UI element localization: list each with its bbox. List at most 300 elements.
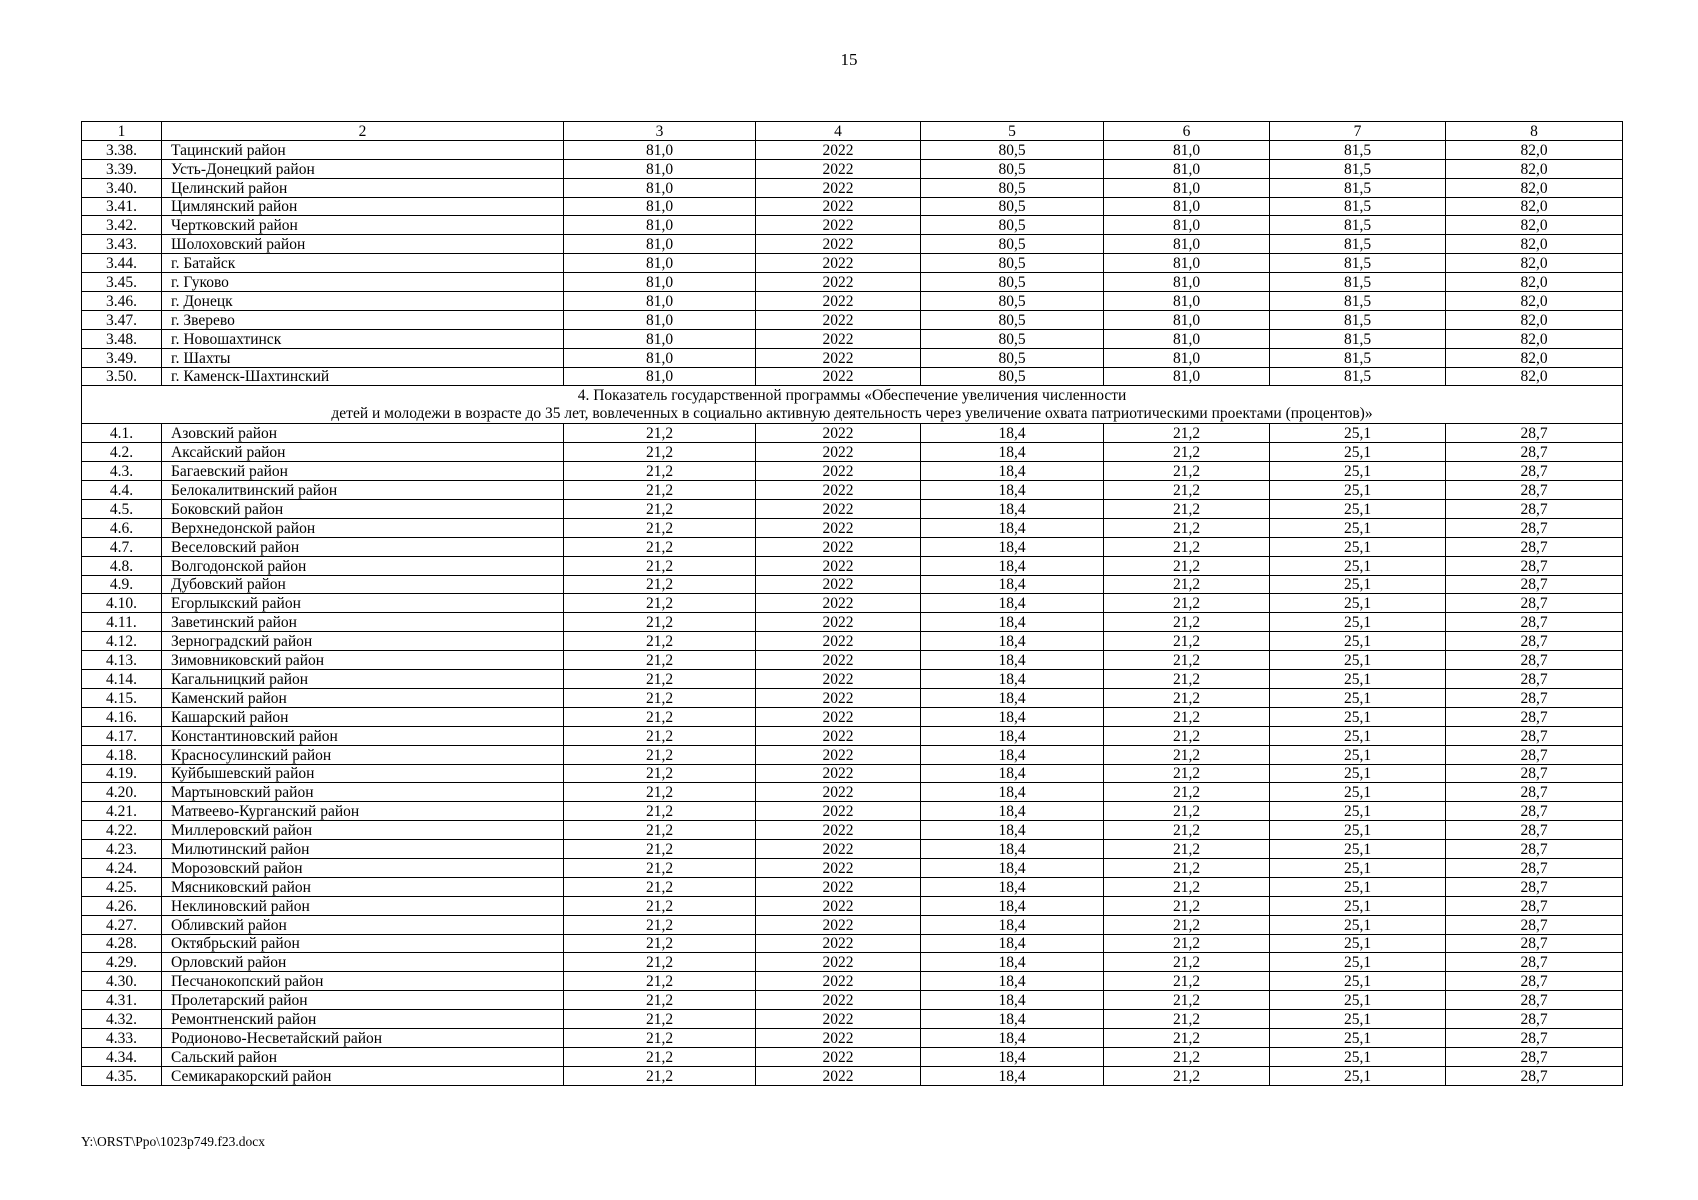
table-row — [82, 1028, 1623, 1047]
value-cell: 2022 — [756, 953, 921, 972]
value-cell: 28,7 — [1446, 500, 1623, 519]
territory-name-cell: Мясниковский район — [162, 877, 564, 896]
value-cell: 25,1 — [1270, 877, 1446, 896]
table-row — [82, 877, 1623, 896]
table-row — [82, 802, 1623, 821]
value-cell: 25,1 — [1270, 764, 1446, 783]
value-cell: 28,7 — [1446, 518, 1623, 537]
value-cell: 25,1 — [1270, 651, 1446, 670]
value-cell: 18,4 — [921, 424, 1104, 443]
territory-name-cell: Заветинский район — [162, 613, 564, 632]
territory-name-cell: Усть-Донецкий район — [162, 159, 564, 178]
value-cell: 18,4 — [921, 518, 1104, 537]
value-cell: 18,4 — [921, 594, 1104, 613]
table-row — [82, 481, 1623, 500]
value-cell: 21,2 — [1104, 764, 1270, 783]
value-cell: 28,7 — [1446, 802, 1623, 821]
value-cell: 25,1 — [1270, 518, 1446, 537]
value-cell: 28,7 — [1446, 953, 1623, 972]
value-cell: 28,7 — [1446, 594, 1623, 613]
territory-name-cell: Неклиновский район — [162, 896, 564, 915]
value-cell: 18,4 — [921, 802, 1104, 821]
value-cell: 21,2 — [564, 613, 756, 632]
row-number-cell: 3.49. — [82, 348, 162, 367]
row-number-cell: 4.31. — [82, 991, 162, 1010]
value-cell: 18,4 — [921, 670, 1104, 689]
value-cell: 21,2 — [564, 745, 756, 764]
value-cell: 25,1 — [1270, 556, 1446, 575]
value-cell: 82,0 — [1446, 367, 1623, 386]
value-cell: 80,5 — [921, 292, 1104, 311]
table-row — [82, 915, 1623, 934]
value-cell: 81,0 — [564, 159, 756, 178]
value-cell: 18,4 — [921, 651, 1104, 670]
row-number-cell: 4.20. — [82, 783, 162, 802]
value-cell: 80,5 — [921, 273, 1104, 292]
value-cell: 82,0 — [1446, 310, 1623, 329]
table-row — [82, 462, 1623, 481]
value-cell: 2022 — [756, 783, 921, 802]
value-cell: 2022 — [756, 934, 921, 953]
value-cell: 21,2 — [564, 858, 756, 877]
value-cell: 21,2 — [1104, 707, 1270, 726]
table-row — [82, 197, 1623, 216]
territory-name-cell: Куйбышевский район — [162, 764, 564, 783]
territory-name-cell: г. Батайск — [162, 254, 564, 273]
table-row — [82, 783, 1623, 802]
section-title-row — [82, 386, 1623, 424]
value-cell: 80,5 — [921, 310, 1104, 329]
table-row — [82, 329, 1623, 348]
value-cell: 28,7 — [1446, 783, 1623, 802]
value-cell: 80,5 — [921, 329, 1104, 348]
value-cell: 82,0 — [1446, 348, 1623, 367]
value-cell: 18,4 — [921, 840, 1104, 859]
value-cell: 21,2 — [564, 1047, 756, 1066]
value-cell: 21,2 — [564, 953, 756, 972]
value-cell: 28,7 — [1446, 726, 1623, 745]
value-cell: 28,7 — [1446, 575, 1623, 594]
value-cell: 21,2 — [564, 424, 756, 443]
territory-name-cell: Каменский район — [162, 688, 564, 707]
value-cell: 81,0 — [1104, 329, 1270, 348]
value-cell: 18,4 — [921, 858, 1104, 877]
value-cell: 21,2 — [564, 1028, 756, 1047]
value-cell: 18,4 — [921, 1047, 1104, 1066]
row-number-cell: 4.27. — [82, 915, 162, 934]
value-cell: 82,0 — [1446, 329, 1623, 348]
value-cell: 21,2 — [1104, 688, 1270, 707]
value-cell: 18,4 — [921, 764, 1104, 783]
value-cell: 81,0 — [564, 140, 756, 159]
table-row — [82, 235, 1623, 254]
value-cell: 21,2 — [564, 707, 756, 726]
territory-name-cell: Родионово-Несветайский район — [162, 1028, 564, 1047]
value-cell: 81,5 — [1270, 273, 1446, 292]
value-cell: 2022 — [756, 367, 921, 386]
value-cell: 21,2 — [1104, 840, 1270, 859]
value-cell: 18,4 — [921, 1010, 1104, 1029]
value-cell: 21,2 — [564, 840, 756, 859]
value-cell: 28,7 — [1446, 632, 1623, 651]
value-cell: 81,0 — [1104, 273, 1270, 292]
row-number-cell: 3.38. — [82, 140, 162, 159]
row-number-cell: 4.11. — [82, 613, 162, 632]
value-cell: 2022 — [756, 915, 921, 934]
value-cell: 80,5 — [921, 140, 1104, 159]
table-row — [82, 1047, 1623, 1066]
value-cell: 21,2 — [564, 443, 756, 462]
row-number-cell: 4.14. — [82, 670, 162, 689]
value-cell: 21,2 — [564, 877, 756, 896]
value-cell: 28,7 — [1446, 443, 1623, 462]
value-cell: 28,7 — [1446, 1047, 1623, 1066]
territory-name-cell: Чертковский район — [162, 216, 564, 235]
value-cell: 25,1 — [1270, 821, 1446, 840]
value-cell: 21,2 — [1104, 991, 1270, 1010]
value-cell: 82,0 — [1446, 178, 1623, 197]
row-number-cell: 4.16. — [82, 707, 162, 726]
value-cell: 21,2 — [564, 462, 756, 481]
value-cell: 25,1 — [1270, 462, 1446, 481]
value-cell: 2022 — [756, 840, 921, 859]
territory-name-cell: Сальский район — [162, 1047, 564, 1066]
value-cell: 2022 — [756, 991, 921, 1010]
row-number-cell: 4.15. — [82, 688, 162, 707]
value-cell: 81,5 — [1270, 367, 1446, 386]
value-cell: 21,2 — [1104, 1028, 1270, 1047]
value-cell: 21,2 — [1104, 575, 1270, 594]
table-row — [82, 972, 1623, 991]
value-cell: 2022 — [756, 613, 921, 632]
header-cell: 5 — [921, 122, 1104, 141]
value-cell: 82,0 — [1446, 292, 1623, 311]
value-cell: 28,7 — [1446, 934, 1623, 953]
value-cell: 21,2 — [564, 783, 756, 802]
value-cell: 21,2 — [1104, 537, 1270, 556]
value-cell: 25,1 — [1270, 745, 1446, 764]
value-cell: 21,2 — [1104, 953, 1270, 972]
value-cell: 21,2 — [564, 518, 756, 537]
header-cell: 8 — [1446, 122, 1623, 141]
value-cell: 18,4 — [921, 877, 1104, 896]
row-number-cell: 3.48. — [82, 329, 162, 348]
territory-name-cell: Пролетарский район — [162, 991, 564, 1010]
value-cell: 21,2 — [1104, 821, 1270, 840]
territory-name-cell: Обливский район — [162, 915, 564, 934]
value-cell: 21,2 — [1104, 556, 1270, 575]
value-cell: 18,4 — [921, 896, 1104, 915]
value-cell: 80,5 — [921, 178, 1104, 197]
territory-name-cell: Егорлыкский район — [162, 594, 564, 613]
value-cell: 18,4 — [921, 726, 1104, 745]
value-cell: 80,5 — [921, 235, 1104, 254]
value-cell: 21,2 — [1104, 518, 1270, 537]
value-cell: 28,7 — [1446, 821, 1623, 840]
value-cell: 28,7 — [1446, 972, 1623, 991]
territory-name-cell: г. Новошахтинск — [162, 329, 564, 348]
row-number-cell: 4.26. — [82, 896, 162, 915]
value-cell: 80,5 — [921, 216, 1104, 235]
territory-name-cell: Багаевский район — [162, 462, 564, 481]
value-cell: 81,0 — [564, 329, 756, 348]
territory-name-cell: г. Шахты — [162, 348, 564, 367]
value-cell: 21,2 — [1104, 877, 1270, 896]
row-number-cell: 4.24. — [82, 858, 162, 877]
value-cell: 81,5 — [1270, 216, 1446, 235]
row-number-cell: 4.18. — [82, 745, 162, 764]
value-cell: 18,4 — [921, 1028, 1104, 1047]
value-cell: 18,4 — [921, 443, 1104, 462]
header-cell: 1 — [82, 122, 162, 141]
row-number-cell: 4.4. — [82, 481, 162, 500]
value-cell: 81,5 — [1270, 159, 1446, 178]
value-cell: 21,2 — [564, 821, 756, 840]
value-cell: 82,0 — [1446, 216, 1623, 235]
header-cell: 2 — [162, 122, 564, 141]
value-cell: 21,2 — [564, 896, 756, 915]
value-cell: 2022 — [756, 556, 921, 575]
value-cell: 21,2 — [1104, 462, 1270, 481]
value-cell: 2022 — [756, 462, 921, 481]
value-cell: 2022 — [756, 518, 921, 537]
table-row — [82, 651, 1623, 670]
value-cell: 2022 — [756, 273, 921, 292]
value-cell: 18,4 — [921, 953, 1104, 972]
territory-name-cell: Шолоховский район — [162, 235, 564, 254]
row-number-cell: 4.10. — [82, 594, 162, 613]
row-number-cell: 4.35. — [82, 1066, 162, 1085]
value-cell: 25,1 — [1270, 613, 1446, 632]
value-cell: 25,1 — [1270, 726, 1446, 745]
value-cell: 21,2 — [564, 972, 756, 991]
value-cell: 21,2 — [564, 575, 756, 594]
value-cell: 28,7 — [1446, 1010, 1623, 1029]
value-cell: 2022 — [756, 254, 921, 273]
value-cell: 18,4 — [921, 688, 1104, 707]
value-cell: 25,1 — [1270, 934, 1446, 953]
page-number: 15 — [840, 50, 858, 69]
value-cell: 21,2 — [564, 632, 756, 651]
value-cell: 2022 — [756, 329, 921, 348]
value-cell: 21,2 — [1104, 858, 1270, 877]
row-number-cell: 4.9. — [82, 575, 162, 594]
header-cell: 4 — [756, 122, 921, 141]
value-cell: 81,0 — [1104, 159, 1270, 178]
section-title-line-1: 4. Показатель государственной программы «Обеспечение увеличения численности — [577, 386, 1127, 404]
value-cell: 2022 — [756, 858, 921, 877]
table-row — [82, 159, 1623, 178]
territory-name-cell: Тацинский район — [162, 140, 564, 159]
table-body — [82, 122, 1623, 1086]
territory-name-cell: Белокалитвинский район — [162, 481, 564, 500]
row-number-cell: 4.33. — [82, 1028, 162, 1047]
table-row — [82, 292, 1623, 311]
table-row — [82, 424, 1623, 443]
value-cell: 2022 — [756, 216, 921, 235]
row-number-cell: 3.45. — [82, 273, 162, 292]
row-number-cell: 4.17. — [82, 726, 162, 745]
value-cell: 28,7 — [1446, 556, 1623, 575]
territory-name-cell: Константиновский район — [162, 726, 564, 745]
value-cell: 81,0 — [1104, 235, 1270, 254]
table-row — [82, 858, 1623, 877]
row-number-cell: 4.5. — [82, 500, 162, 519]
value-cell: 25,1 — [1270, 1010, 1446, 1029]
value-cell: 82,0 — [1446, 273, 1623, 292]
value-cell: 25,1 — [1270, 594, 1446, 613]
footer-file-path: Y:\ORST\Ppo\1023p749.f23.docx — [81, 1134, 266, 1149]
table-row — [82, 367, 1623, 386]
value-cell: 18,4 — [921, 934, 1104, 953]
value-cell: 81,5 — [1270, 310, 1446, 329]
value-cell: 28,7 — [1446, 707, 1623, 726]
value-cell: 28,7 — [1446, 1028, 1623, 1047]
value-cell: 2022 — [756, 1066, 921, 1085]
territory-name-cell: Волгодонской район — [162, 556, 564, 575]
value-cell: 28,7 — [1446, 462, 1623, 481]
value-cell: 2022 — [756, 764, 921, 783]
value-cell: 2022 — [756, 348, 921, 367]
value-cell: 81,0 — [1104, 292, 1270, 311]
value-cell: 2022 — [756, 292, 921, 311]
row-number-cell: 4.32. — [82, 1010, 162, 1029]
value-cell: 82,0 — [1446, 197, 1623, 216]
row-number-cell: 3.43. — [82, 235, 162, 254]
value-cell: 81,0 — [1104, 140, 1270, 159]
table-row — [82, 632, 1623, 651]
row-number-cell: 4.6. — [82, 518, 162, 537]
value-cell: 21,2 — [564, 1010, 756, 1029]
value-cell: 2022 — [756, 537, 921, 556]
value-cell: 2022 — [756, 802, 921, 821]
value-cell: 21,2 — [564, 670, 756, 689]
table-row — [82, 140, 1623, 159]
value-cell: 2022 — [756, 424, 921, 443]
table-row — [82, 575, 1623, 594]
table-row — [82, 745, 1623, 764]
value-cell: 25,1 — [1270, 670, 1446, 689]
value-cell: 81,0 — [564, 310, 756, 329]
section-title-line-2: детей и молодежи в возрасте до 35 лет, вовлеченных в социально активную деятельность через увеличение охвата патриотическими проектами (процентов)» — [331, 404, 1373, 422]
value-cell: 21,2 — [564, 594, 756, 613]
territory-name-cell: Зимовниковский район — [162, 651, 564, 670]
value-cell: 82,0 — [1446, 254, 1623, 273]
value-cell: 80,5 — [921, 159, 1104, 178]
value-cell: 81,5 — [1270, 140, 1446, 159]
value-cell: 28,7 — [1446, 424, 1623, 443]
value-cell: 81,5 — [1270, 329, 1446, 348]
row-number-cell: 3.40. — [82, 178, 162, 197]
value-cell: 18,4 — [921, 821, 1104, 840]
value-cell: 25,1 — [1270, 500, 1446, 519]
value-cell: 21,2 — [1104, 896, 1270, 915]
territory-name-cell: Мартыновский район — [162, 783, 564, 802]
territory-name-cell: Семикаракорский район — [162, 1066, 564, 1085]
value-cell: 18,4 — [921, 745, 1104, 764]
value-cell: 18,4 — [921, 783, 1104, 802]
value-cell: 81,0 — [1104, 178, 1270, 197]
table-row — [82, 178, 1623, 197]
territory-name-cell: г. Зверево — [162, 310, 564, 329]
value-cell: 81,0 — [1104, 197, 1270, 216]
value-cell: 25,1 — [1270, 575, 1446, 594]
value-cell: 81,0 — [1104, 367, 1270, 386]
territory-name-cell: Красносулинский район — [162, 745, 564, 764]
value-cell: 2022 — [756, 821, 921, 840]
territory-name-cell: Милютинский район — [162, 840, 564, 859]
value-cell: 21,2 — [564, 726, 756, 745]
value-cell: 2022 — [756, 140, 921, 159]
territory-name-cell: г. Донецк — [162, 292, 564, 311]
territory-name-cell: Азовский район — [162, 424, 564, 443]
value-cell: 28,7 — [1446, 651, 1623, 670]
value-cell: 2022 — [756, 896, 921, 915]
section-title-cell — [82, 386, 1623, 424]
row-number-cell: 4.30. — [82, 972, 162, 991]
value-cell: 81,0 — [564, 216, 756, 235]
value-cell: 81,0 — [564, 348, 756, 367]
territory-name-cell: Ремонтненский район — [162, 1010, 564, 1029]
value-cell: 25,1 — [1270, 632, 1446, 651]
table-row — [82, 613, 1623, 632]
territory-name-cell: Целинский район — [162, 178, 564, 197]
row-number-cell: 3.47. — [82, 310, 162, 329]
value-cell: 2022 — [756, 500, 921, 519]
value-cell: 25,1 — [1270, 707, 1446, 726]
value-cell: 2022 — [756, 670, 921, 689]
value-cell: 21,2 — [1104, 632, 1270, 651]
territory-name-cell: Кашарский район — [162, 707, 564, 726]
value-cell: 28,7 — [1446, 481, 1623, 500]
table-row — [82, 254, 1623, 273]
value-cell: 28,7 — [1446, 537, 1623, 556]
row-number-cell: 4.19. — [82, 764, 162, 783]
value-cell: 2022 — [756, 972, 921, 991]
value-cell: 18,4 — [921, 972, 1104, 991]
value-cell: 21,2 — [564, 915, 756, 934]
value-cell: 2022 — [756, 651, 921, 670]
value-cell: 21,2 — [1104, 726, 1270, 745]
value-cell: 25,1 — [1270, 537, 1446, 556]
value-cell: 81,5 — [1270, 235, 1446, 254]
table-row — [82, 764, 1623, 783]
table-row — [82, 500, 1623, 519]
value-cell: 18,4 — [921, 500, 1104, 519]
row-number-cell: 3.50. — [82, 367, 162, 386]
value-cell: 21,2 — [1104, 500, 1270, 519]
value-cell: 81,5 — [1270, 254, 1446, 273]
value-cell: 25,1 — [1270, 424, 1446, 443]
header-row — [82, 122, 1623, 141]
table-row — [82, 953, 1623, 972]
value-cell: 2022 — [756, 575, 921, 594]
table-row — [82, 273, 1623, 292]
value-cell: 2022 — [756, 481, 921, 500]
value-cell: 2022 — [756, 726, 921, 745]
row-number-cell: 4.8. — [82, 556, 162, 575]
table-row — [82, 1066, 1623, 1085]
table-row — [82, 726, 1623, 745]
table-row — [82, 216, 1623, 235]
value-cell: 21,2 — [1104, 745, 1270, 764]
row-number-cell: 3.39. — [82, 159, 162, 178]
value-cell: 81,5 — [1270, 292, 1446, 311]
territory-name-cell: Кагальницкий район — [162, 670, 564, 689]
territory-name-cell: Цимлянский район — [162, 197, 564, 216]
value-cell: 21,2 — [564, 764, 756, 783]
row-number-cell: 4.2. — [82, 443, 162, 462]
